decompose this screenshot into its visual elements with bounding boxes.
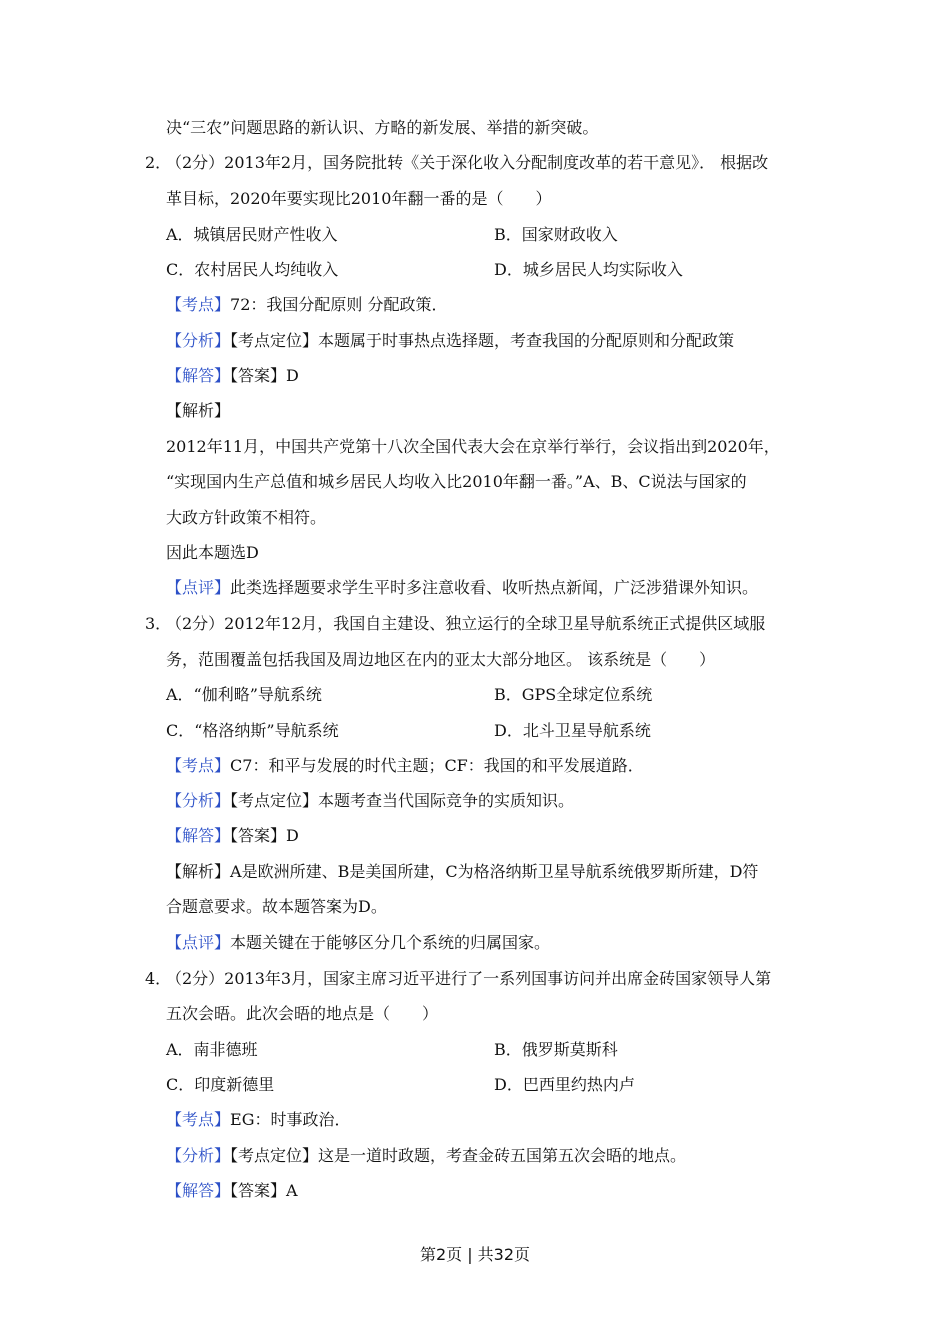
jieda-tag: 【解答】 bbox=[166, 826, 231, 845]
jieda-row bbox=[166, 826, 299, 846]
jiexi-tag: 【解析】 bbox=[166, 401, 231, 420]
question-stem-line: （2分）2013年2月，国务院批转《关于深化收入分配制度改革的若干意见》． 根据改 bbox=[166, 153, 769, 172]
fenxi-text: 这是一道时政题，考查金砖五国第五次会晤的地点。 bbox=[318, 1146, 687, 1165]
jieda-row bbox=[166, 366, 299, 386]
option-d: D．城乡居民人均实际收入 bbox=[494, 260, 683, 279]
fenxi-tag: 【分析】 bbox=[166, 331, 231, 350]
dianping-text: 本题关键在于能够区分几个系统的归属国家。 bbox=[230, 933, 551, 952]
fenxi-tag: 【分析】 bbox=[166, 1146, 231, 1165]
daan-tag: 【答案】 bbox=[230, 826, 287, 845]
fenxi-tag: 【分析】 bbox=[166, 791, 231, 810]
fenxi-row bbox=[166, 1146, 686, 1166]
dianping-tag: 【点评】 bbox=[166, 578, 231, 597]
daan-tag: 【答案】 bbox=[230, 366, 287, 385]
answer-text: D bbox=[286, 826, 299, 845]
question-number: 2． bbox=[145, 153, 172, 172]
kaodian-dingwei-tag: 【考点定位】 bbox=[230, 791, 319, 810]
jiexi-line: 大政方针政策不相符。 bbox=[166, 508, 327, 527]
daan-tag: 【答案】 bbox=[230, 1181, 287, 1200]
kaodian-row bbox=[166, 1110, 350, 1130]
fenxi-text: 本题属于时事热点选择题，考查我国的分配原则和分配政策 bbox=[318, 331, 735, 350]
answer-text: A bbox=[286, 1181, 298, 1200]
question-stem-line: 革目标，2020年要实现比2010年翻一番的是（ ） bbox=[166, 189, 552, 208]
option-c: C．农村居民人均纯收入 bbox=[166, 260, 339, 279]
jiexi-line: “实现国内生产总值和城乡居民人均收入比2010年翻一番。”A、B、C说法与国家的 bbox=[166, 472, 747, 491]
kaodian-row bbox=[166, 295, 447, 315]
answer-text: D bbox=[286, 366, 299, 385]
dianping-text: 此类选择题要求学生平时多注意收看、收听热点新闻，广泛涉猎课外知识。 bbox=[230, 578, 759, 597]
option-d: D．北斗卫星导航系统 bbox=[494, 721, 651, 740]
fenxi-row bbox=[166, 331, 734, 351]
kaodian-row bbox=[166, 756, 644, 776]
jiexi-row bbox=[166, 862, 758, 882]
option-a: A．南非德班 bbox=[166, 1040, 258, 1059]
dianping-row bbox=[166, 578, 758, 598]
option-a: A．“伽利略”导航系统 bbox=[166, 685, 322, 704]
kaodian-text: C7：和平与发展的时代主题；CF：我国的和平发展道路． bbox=[230, 756, 644, 775]
jiexi-line: 合题意要求。故本题答案为D。 bbox=[166, 897, 387, 916]
option-c: C．印度新德里 bbox=[166, 1075, 275, 1094]
jiexi-tag: 【解析】 bbox=[166, 862, 231, 881]
kaodian-tag: 【考点】 bbox=[166, 1110, 231, 1129]
question-number: 4． bbox=[145, 969, 172, 988]
page-footer: 第2页 | 共32页 bbox=[419, 1245, 531, 1264]
jieda-row bbox=[166, 1181, 298, 1201]
question-number: 3． bbox=[145, 614, 172, 633]
option-d: D．巴西里约热内卢 bbox=[494, 1075, 635, 1094]
kaodian-dingwei-tag: 【考点定位】 bbox=[230, 1146, 319, 1165]
option-a: A．城镇居民财产性收入 bbox=[166, 225, 338, 244]
jiexi-text: A是欧洲所建、B是美国所建，C为格洛纳斯卫星导航系统俄罗斯所建，D符 bbox=[230, 862, 759, 881]
kaodian-text: EG：时事政治． bbox=[230, 1110, 351, 1129]
dianping-tag: 【点评】 bbox=[166, 933, 231, 952]
jieda-tag: 【解答】 bbox=[166, 366, 231, 385]
question-stem-line: （2分）2012年12月，我国自主建设、独立运行的全球卫星导航系统正式提供区域服 bbox=[166, 614, 766, 633]
option-b: B．俄罗斯莫斯科 bbox=[494, 1040, 618, 1059]
intro-line: 决“三农”问题思路的新认识、方略的新发展、举措的新突破。 bbox=[166, 118, 599, 137]
kaodian-text: 72：我国分配原则 分配政策． bbox=[230, 295, 448, 314]
option-c: C．“格洛纳斯”导航系统 bbox=[166, 721, 339, 740]
fenxi-row bbox=[166, 791, 574, 811]
kaodian-tag: 【考点】 bbox=[166, 295, 231, 314]
jiexi-line: 2012年11月，中国共产党第十八次全国代表大会在京举行举行，会议指出到2020年， bbox=[166, 437, 780, 456]
dianping-row bbox=[166, 933, 550, 953]
conclusion-line: 因此本题选D bbox=[166, 543, 259, 562]
question-stem-line: （2分）2013年3月，国家主席习近平进行了一系列国事访问并出席金砖国家领导人第 bbox=[166, 969, 772, 988]
fenxi-text: 本题考查当代国际竞争的实质知识。 bbox=[318, 791, 575, 810]
question-stem-line: 务，范围覆盖包括我国及周边地区在内的亚太大部分地区。 该系统是（ ） bbox=[166, 650, 716, 669]
option-b: B．GPS全球定位系统 bbox=[494, 685, 653, 704]
question-stem-line: 五次会晤。此次会晤的地点是（ ） bbox=[166, 1004, 439, 1023]
jieda-tag: 【解答】 bbox=[166, 1181, 231, 1200]
kaodian-tag: 【考点】 bbox=[166, 756, 231, 775]
kaodian-dingwei-tag: 【考点定位】 bbox=[230, 331, 319, 350]
option-b: B．国家财政收入 bbox=[494, 225, 618, 244]
